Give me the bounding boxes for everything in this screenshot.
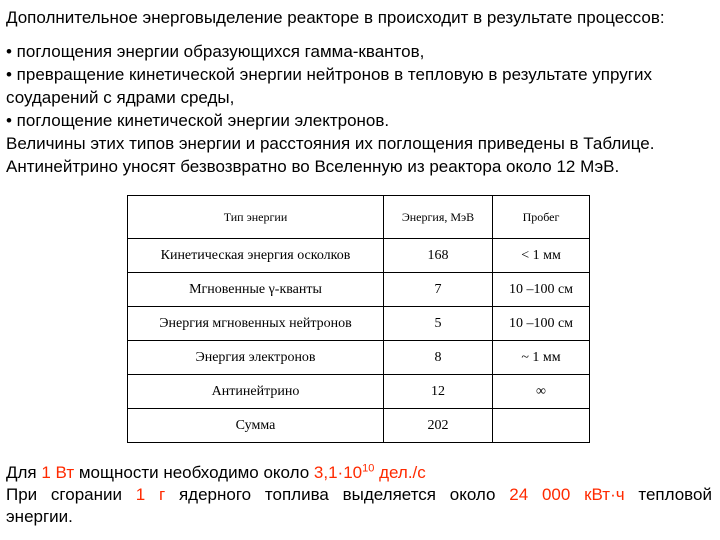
cell-energy: 168 <box>384 239 493 273</box>
cell-range: < 1 мм <box>493 239 590 273</box>
table-row <box>128 341 590 375</box>
cell-energy: 5 <box>384 307 493 341</box>
header-energy-type: Тип энергии <box>128 196 384 239</box>
energy-table <box>127 195 590 443</box>
intro-line: соударений с ядрами среды, <box>6 88 235 107</box>
page-title: Дополнительное энерговыделение реакторе в происходит в результате процессов: <box>6 8 665 27</box>
cell-range <box>493 409 590 443</box>
intro-line: Антинейтрино уносят безвозвратно во Вселенную из реактора около 12 МэВ. <box>6 157 620 176</box>
cell-type: Кинетическая энергия осколков <box>128 239 384 273</box>
cell-energy: 7 <box>384 273 493 307</box>
header-energy-mev: Энергия, МэВ <box>384 196 493 239</box>
header-range: Пробег <box>493 196 590 239</box>
energy-output-value: 24 000 кВт·ч <box>509 485 625 504</box>
footer-text-fragment: тепловой <box>624 485 712 504</box>
cell-energy: 202 <box>384 409 493 443</box>
cell-type: Энергия мгновенных нейтронов <box>128 307 384 341</box>
footer-text-fragment: мощности необходимо около <box>74 463 314 482</box>
footer-text-fragment: Для <box>6 463 42 482</box>
cell-type: Сумма <box>128 409 384 443</box>
cell-energy: 8 <box>384 341 493 375</box>
cell-type: Мгновенные γ-кванты <box>128 273 384 307</box>
fission-rate-exponent: 10 <box>362 462 375 475</box>
footer-text-fragment: ядерного топлива выделяется около <box>165 485 510 504</box>
intro-text <box>6 40 714 178</box>
cell-type: Антинейтрино <box>128 375 384 409</box>
intro-line: • поглощения энергии образующихся гамма-квантов, <box>6 42 425 61</box>
cell-energy: 12 <box>384 375 493 409</box>
cell-type: Энергия электронов <box>128 341 384 375</box>
fission-rate-base: 3,1·10 <box>313 463 363 482</box>
fission-rate-unit: дел./с <box>374 463 426 482</box>
intro-line: • превращение кинетической энергии нейтронов в тепловую в результате упругих <box>6 65 652 84</box>
table-row <box>128 375 590 409</box>
table-header-row <box>128 196 590 239</box>
table-row <box>128 307 590 341</box>
cell-range: 10 –100 см <box>493 307 590 341</box>
footer-text-fragment: При сгорании <box>6 485 136 504</box>
footer-line-1 <box>6 462 712 484</box>
table-row <box>128 239 590 273</box>
intro-line: • поглощение кинетической энергии электронов. <box>6 111 390 130</box>
fission-rate-value <box>314 463 426 482</box>
table-row <box>128 273 590 307</box>
footer-line-2 <box>6 484 712 506</box>
cell-range: ∞ <box>493 375 590 409</box>
cell-range: 10 –100 см <box>493 273 590 307</box>
fuel-mass-value: 1 г <box>135 485 166 504</box>
power-value: 1 Вт <box>41 463 75 482</box>
footer-line-3: энергии. <box>6 507 73 526</box>
table-row <box>128 409 590 443</box>
footer-text <box>6 462 712 528</box>
intro-line: Величины этих типов энергии и расстояния их поглощения приведены в Таблице. <box>6 134 655 153</box>
cell-range: ~ 1 мм <box>493 341 590 375</box>
